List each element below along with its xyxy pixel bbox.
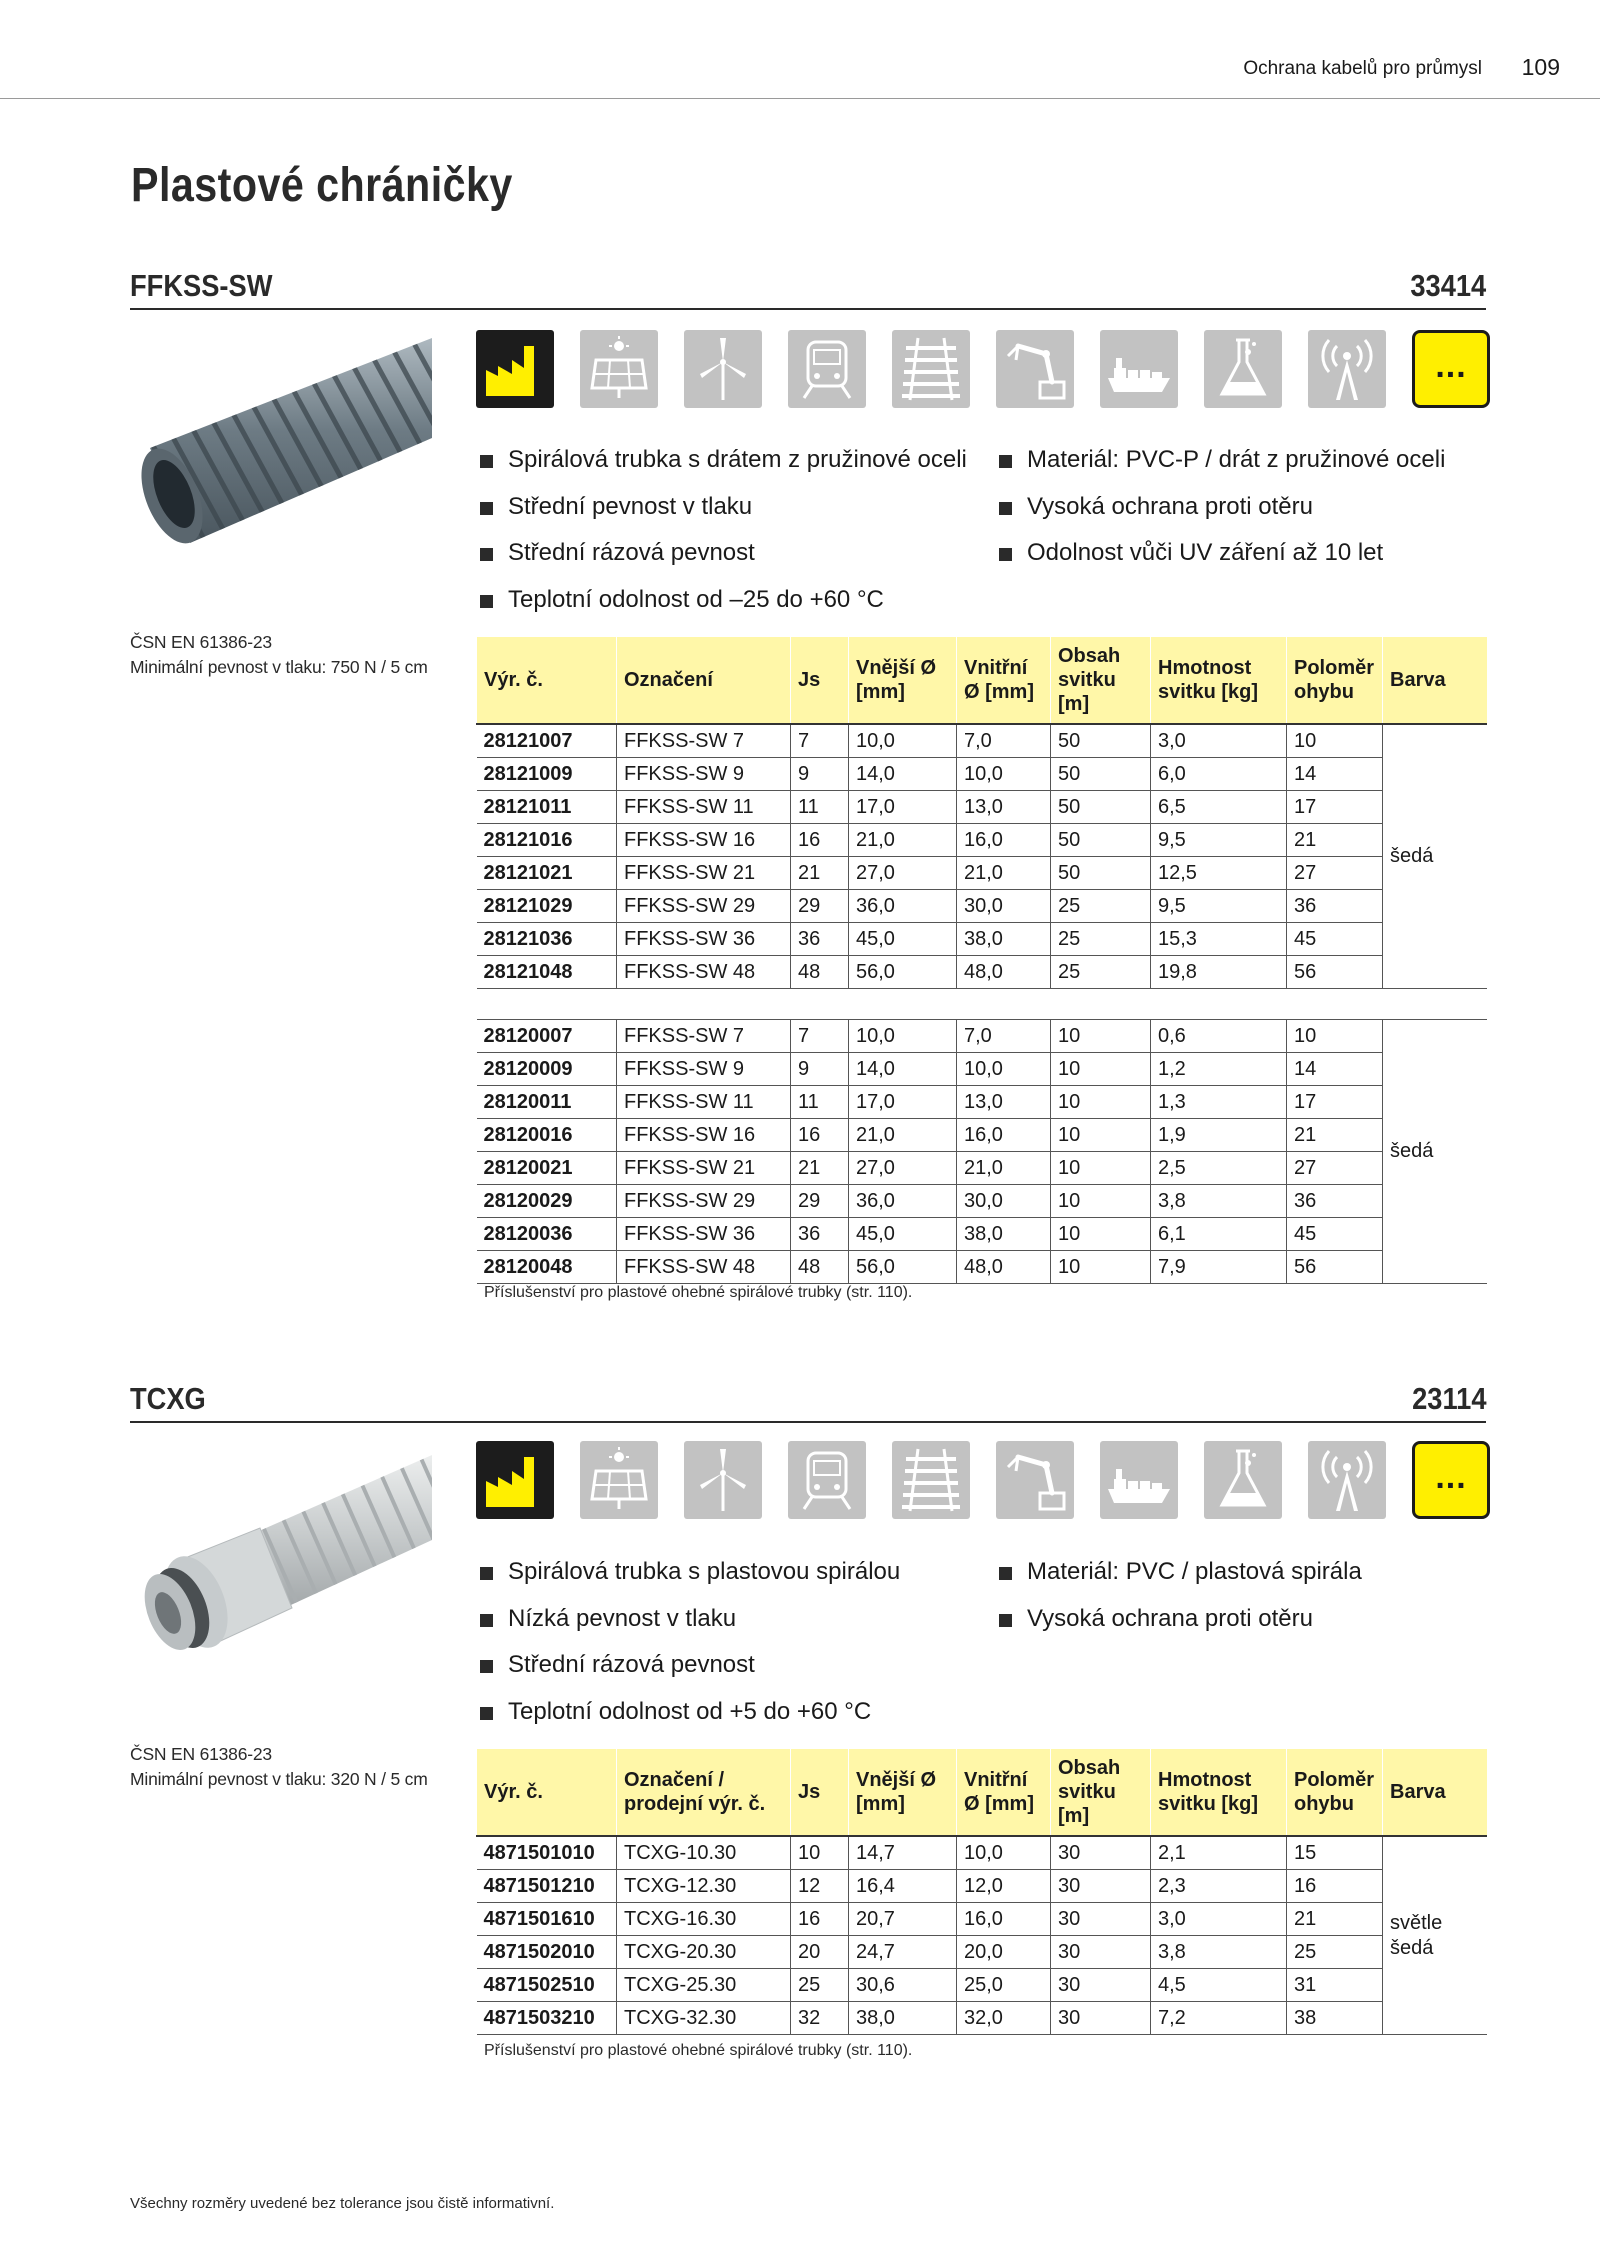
- table-cell: FFKSS-SW 11: [617, 1086, 791, 1119]
- table-row: [477, 1836, 1487, 1870]
- table-cell: 9,5: [1151, 890, 1287, 923]
- page-title: Plastové chráničky: [131, 159, 513, 212]
- column-header: Výr. č.: [477, 1749, 617, 1836]
- column-header: Vnitřní Ø [mm]: [957, 1749, 1051, 1836]
- table-cell: 36,0: [849, 890, 957, 923]
- article-number-cell: 4871503210: [477, 2002, 617, 2035]
- table-cell: FFKSS-SW 21: [617, 1152, 791, 1185]
- article-number-cell: 28120048: [477, 1251, 617, 1284]
- table-cell: 21: [791, 1152, 849, 1185]
- table-cell: TCXG-32.30: [617, 2002, 791, 2035]
- table-cell: 6,0: [1151, 758, 1287, 791]
- chemistry-flask-icon: [1204, 1441, 1282, 1519]
- group-spacer: [477, 989, 1487, 1020]
- feature-column-left: [476, 446, 967, 632]
- table-row: [477, 2002, 1487, 2035]
- table-cell: FFKSS-SW 16: [617, 824, 791, 857]
- table-cell: FFKSS-SW 21: [617, 857, 791, 890]
- feature-column-left: [476, 1558, 900, 1744]
- table-cell: 19,8: [1151, 956, 1287, 989]
- feature-item: Nízká pevnost v tlaku: [476, 1605, 900, 1652]
- color-cell: šedá: [1383, 1020, 1487, 1284]
- table-row: [477, 824, 1487, 857]
- column-header: Vnější Ø [mm]: [849, 637, 957, 724]
- table-cell: 45: [1287, 1218, 1383, 1251]
- table-cell: 48: [791, 956, 849, 989]
- table-cell: 7,9: [1151, 1251, 1287, 1284]
- table-cell: 7,2: [1151, 2002, 1287, 2035]
- section-header-tcxg: [130, 1381, 1486, 1423]
- table-row: [477, 923, 1487, 956]
- table-cell: FFKSS-SW 36: [617, 1218, 791, 1251]
- industry-icons: [476, 330, 1490, 408]
- table-cell: 38,0: [849, 2002, 957, 2035]
- table-cell: 17: [1287, 791, 1383, 824]
- more-label: ...: [1435, 347, 1467, 385]
- accessories-note: Příslušenství pro plastové ohebné spirálové trubky (str. 110).: [484, 1284, 913, 1301]
- table-cell: 48: [791, 1251, 849, 1284]
- section-code: 33414: [1410, 268, 1486, 303]
- table-cell: 0,6: [1151, 1020, 1287, 1053]
- table-cell: TCXG-12.30: [617, 1870, 791, 1903]
- article-number-cell: 28120016: [477, 1119, 617, 1152]
- table-cell: 3,8: [1151, 1936, 1287, 1969]
- factory-icon: [476, 330, 554, 408]
- table-cell: 25: [1287, 1936, 1383, 1969]
- column-header: Výr. č.: [477, 637, 617, 724]
- product-image-tcxg: [130, 1440, 432, 1670]
- ship-icon: [1100, 1441, 1178, 1519]
- table-cell: 10: [1287, 724, 1383, 758]
- column-header: Js: [791, 637, 849, 724]
- table-row: [477, 758, 1487, 791]
- table-cell: 6,1: [1151, 1218, 1287, 1251]
- color-cell: světle šedá: [1383, 1836, 1487, 2035]
- color-cell: šedá: [1383, 724, 1487, 989]
- table-cell: FFKSS-SW 48: [617, 1251, 791, 1284]
- article-number-cell: 28121048: [477, 956, 617, 989]
- table-cell: 30,0: [957, 1185, 1051, 1218]
- norm-pressure: Minimální pevnost v tlaku: 750 N / 5 cm: [130, 657, 428, 677]
- table-cell: 17,0: [849, 1086, 957, 1119]
- table-cell: 20,7: [849, 1903, 957, 1936]
- table-cell: 45,0: [849, 1218, 957, 1251]
- table-cell: FFKSS-SW 7: [617, 724, 791, 758]
- table-cell: 38,0: [957, 923, 1051, 956]
- table-cell: 10,0: [957, 1053, 1051, 1086]
- table-cell: 36: [791, 1218, 849, 1251]
- table-cell: 7,0: [957, 724, 1051, 758]
- wind-turbine-icon: [684, 330, 762, 408]
- article-number-cell: 28121009: [477, 758, 617, 791]
- table-cell: 30: [1051, 1870, 1151, 1903]
- table-cell: 25: [791, 1969, 849, 2002]
- robot-arm-icon: [996, 330, 1074, 408]
- train-icon: [788, 1441, 866, 1519]
- table-cell: FFKSS-SW 48: [617, 956, 791, 989]
- table-cell: 27: [1287, 1152, 1383, 1185]
- feature-item: Vysoká ochrana proti otěru: [995, 493, 1445, 540]
- table-cell: 36,0: [849, 1185, 957, 1218]
- article-number-cell: 4871502510: [477, 1969, 617, 2002]
- table-cell: 27: [1287, 857, 1383, 890]
- table-cell: 9: [791, 758, 849, 791]
- table-cell: 56: [1287, 1251, 1383, 1284]
- table-cell: 30,0: [957, 890, 1051, 923]
- article-number-cell: 28121011: [477, 791, 617, 824]
- article-number-cell: 4871501010: [477, 1836, 617, 1870]
- factory-icon: [476, 1441, 554, 1519]
- table-row: [477, 1119, 1487, 1152]
- table-cell: 29: [791, 890, 849, 923]
- article-number-cell: 4871502010: [477, 1936, 617, 1969]
- more-label: ...: [1435, 1458, 1467, 1496]
- table-cell: 10,0: [957, 1836, 1051, 1870]
- table-cell: 15,3: [1151, 923, 1287, 956]
- table-cell: 56: [1287, 956, 1383, 989]
- product-image-ffkss-sw: [130, 328, 432, 558]
- article-number-cell: 28120011: [477, 1086, 617, 1119]
- table-cell: 45: [1287, 923, 1383, 956]
- column-header: Vnější Ø [mm]: [849, 1749, 957, 1836]
- table-row: [477, 791, 1487, 824]
- antenna-tower-icon: [1308, 1441, 1386, 1519]
- table-cell: 30: [1051, 1969, 1151, 2002]
- table-cell: 20: [791, 1936, 849, 1969]
- railway-track-icon: [892, 330, 970, 408]
- chemistry-flask-icon: [1204, 330, 1282, 408]
- table-cell: 4,5: [1151, 1969, 1287, 2002]
- feature-item: Spirálová trubka s drátem z pružinové oceli: [476, 446, 967, 493]
- section-name: FFKSS-SW: [130, 268, 273, 303]
- table-cell: 16: [791, 824, 849, 857]
- table-row: [477, 1903, 1487, 1936]
- table-row: [477, 1218, 1487, 1251]
- column-header: Js: [791, 1749, 849, 1836]
- column-header: Označení / prodejní výr. č.: [617, 1749, 791, 1836]
- table-cell: 20,0: [957, 1936, 1051, 1969]
- table-cell: 48,0: [957, 1251, 1051, 1284]
- table-cell: 56,0: [849, 956, 957, 989]
- wind-turbine-icon: [684, 1441, 762, 1519]
- column-header: Hmotnost svitku [kg]: [1151, 637, 1287, 724]
- table-cell: 50: [1051, 724, 1151, 758]
- table-cell: 27,0: [849, 1152, 957, 1185]
- feature-item: Odolnost vůči UV záření až 10 let: [995, 539, 1445, 586]
- table-cell: 10: [1051, 1053, 1151, 1086]
- norm-pressure: Minimální pevnost v tlaku: 320 N / 5 cm: [130, 1769, 428, 1789]
- section-header-ffkss-sw: [130, 268, 1486, 310]
- table-cell: 30: [1051, 2002, 1151, 2035]
- table-cell: 2,1: [1151, 1836, 1287, 1870]
- table-row: [477, 857, 1487, 890]
- table-cell: 10,0: [957, 758, 1051, 791]
- table-cell: 7: [791, 1020, 849, 1053]
- table-cell: 30,6: [849, 1969, 957, 2002]
- table-cell: 24,7: [849, 1936, 957, 1969]
- table-cell: 48,0: [957, 956, 1051, 989]
- article-number-cell: 28120021: [477, 1152, 617, 1185]
- table-cell: 30: [1051, 1903, 1151, 1936]
- column-header: Poloměr ohybu: [1287, 637, 1383, 724]
- feature-column-right: [995, 1558, 1362, 1651]
- table-cell: 10: [1051, 1152, 1151, 1185]
- table-row: [477, 1936, 1487, 1969]
- table-cell: TCXG-25.30: [617, 1969, 791, 2002]
- table-cell: 16: [791, 1119, 849, 1152]
- table-cell: FFKSS-SW 11: [617, 791, 791, 824]
- article-number-cell: 28121029: [477, 890, 617, 923]
- more-icon: [1412, 1441, 1490, 1519]
- feature-item: Spirálová trubka s plastovou spirálou: [476, 1558, 900, 1605]
- table-cell: FFKSS-SW 29: [617, 1185, 791, 1218]
- industry-icons: [476, 1441, 1490, 1519]
- table-cell: 10: [1051, 1218, 1151, 1251]
- table-row: [477, 1185, 1487, 1218]
- column-header: Poloměr ohybu: [1287, 1749, 1383, 1836]
- table-cell: 21,0: [849, 824, 957, 857]
- table-cell: 25: [1051, 956, 1151, 989]
- table-cell: 36: [791, 923, 849, 956]
- column-header: Obsah svitku [m]: [1051, 1749, 1151, 1836]
- table-row: [477, 1251, 1487, 1284]
- table-cell: 10: [1051, 1020, 1151, 1053]
- table-cell: 10,0: [849, 724, 957, 758]
- antenna-tower-icon: [1308, 330, 1386, 408]
- article-number-cell: 28121021: [477, 857, 617, 890]
- table-cell: 31: [1287, 1969, 1383, 2002]
- table-cell: 13,0: [957, 1086, 1051, 1119]
- column-header: Barva: [1383, 637, 1487, 724]
- table-cell: 10: [791, 1836, 849, 1870]
- table-cell: 11: [791, 1086, 849, 1119]
- table-cell: 25: [1051, 923, 1151, 956]
- table-cell: FFKSS-SW 7: [617, 1020, 791, 1053]
- table-cell: TCXG-10.30: [617, 1836, 791, 1870]
- accessories-note: Příslušenství pro plastové ohebné spirálové trubky (str. 110).: [484, 2042, 913, 2059]
- column-header: Vnitřní Ø [mm]: [957, 637, 1051, 724]
- table-cell: TCXG-20.30: [617, 1936, 791, 1969]
- table-cell: 10: [1287, 1020, 1383, 1053]
- table-cell: 21,0: [957, 857, 1051, 890]
- solar-panel-icon: [580, 330, 658, 408]
- ship-icon: [1100, 330, 1178, 408]
- article-number-cell: 28121036: [477, 923, 617, 956]
- table-header-row: [477, 637, 1487, 724]
- table-cell: 21,0: [957, 1152, 1051, 1185]
- table-cell: 14,7: [849, 1836, 957, 1870]
- more-icon: [1412, 330, 1490, 408]
- table-cell: 21: [1287, 1903, 1383, 1936]
- table-cell: 13,0: [957, 791, 1051, 824]
- robot-arm-icon: [996, 1441, 1074, 1519]
- header-title: Ochrana kabelů pro průmysl: [1243, 58, 1482, 79]
- table-cell: 30: [1051, 1936, 1151, 1969]
- table-cell: 30: [1051, 1836, 1151, 1870]
- table-cell: 3,0: [1151, 724, 1287, 758]
- table-cell: 21: [1287, 824, 1383, 857]
- table-row: [477, 1152, 1487, 1185]
- table-row: [477, 1086, 1487, 1119]
- table-cell: 16: [1287, 1870, 1383, 1903]
- feature-item: Teplotní odolnost od –25 do +60 °C: [476, 586, 967, 633]
- solar-panel-icon: [580, 1441, 658, 1519]
- table-cell: 9: [791, 1053, 849, 1086]
- article-number-cell: 28121007: [477, 724, 617, 758]
- table-cell: 16,0: [957, 1119, 1051, 1152]
- section-code: 23114: [1411, 1381, 1486, 1416]
- table-cell: 32,0: [957, 2002, 1051, 2035]
- table-cell: FFKSS-SW 29: [617, 890, 791, 923]
- table-cell: 6,5: [1151, 791, 1287, 824]
- table-row: [477, 956, 1487, 989]
- table-cell: 21,0: [849, 1119, 957, 1152]
- table-cell: 3,8: [1151, 1185, 1287, 1218]
- column-header: Označení: [617, 637, 791, 724]
- table-header-row: [477, 1749, 1487, 1836]
- article-number-cell: 4871501610: [477, 1903, 617, 1936]
- feature-item: Střední pevnost v tlaku: [476, 493, 967, 540]
- article-number-cell: 28120007: [477, 1020, 617, 1053]
- table-row: [477, 890, 1487, 923]
- footer-disclaimer: Všechny rozměry uvedené bez tolerance jsou čistě informativní.: [130, 2195, 555, 2212]
- table-cell: 16,0: [957, 1903, 1051, 1936]
- article-number-cell: 28120029: [477, 1185, 617, 1218]
- norm-info: [130, 1742, 428, 1792]
- table-cell: 36: [1287, 1185, 1383, 1218]
- table-row: [477, 1969, 1487, 2002]
- table-cell: 14: [1287, 1053, 1383, 1086]
- table-cell: 10: [1051, 1086, 1151, 1119]
- table-cell: 16,4: [849, 1870, 957, 1903]
- feature-item: Materiál: PVC-P / drát z pružinové oceli: [995, 446, 1445, 493]
- table-cell: 27,0: [849, 857, 957, 890]
- table-cell: TCXG-16.30: [617, 1903, 791, 1936]
- feature-item: Teplotní odolnost od +5 do +60 °C: [476, 1698, 900, 1745]
- column-header: Hmotnost svitku [kg]: [1151, 1749, 1287, 1836]
- table-cell: 1,2: [1151, 1053, 1287, 1086]
- table-cell: 16,0: [957, 824, 1051, 857]
- table-cell: 1,9: [1151, 1119, 1287, 1152]
- train-icon: [788, 330, 866, 408]
- table-cell: 14,0: [849, 758, 957, 791]
- header-divider: [0, 98, 1600, 99]
- article-number-cell: 28120009: [477, 1053, 617, 1086]
- table-row: [477, 1020, 1487, 1053]
- table-row: [477, 1053, 1487, 1086]
- spec-table-tcxg: [476, 1749, 1487, 2035]
- table-row: [477, 724, 1487, 758]
- table-cell: 32: [791, 2002, 849, 2035]
- table-cell: 29: [791, 1185, 849, 1218]
- norm-standard: ČSN EN 61386-23: [130, 1744, 272, 1764]
- table-cell: 10: [1051, 1185, 1151, 1218]
- table-cell: FFKSS-SW 16: [617, 1119, 791, 1152]
- feature-item: Materiál: PVC / plastová spirála: [995, 1558, 1362, 1605]
- table-cell: 1,3: [1151, 1086, 1287, 1119]
- table-cell: 17: [1287, 1086, 1383, 1119]
- column-header: Barva: [1383, 1749, 1487, 1836]
- article-number-cell: 28120036: [477, 1218, 617, 1251]
- table-cell: FFKSS-SW 9: [617, 758, 791, 791]
- article-number-cell: 4871501210: [477, 1870, 617, 1903]
- table-cell: 11: [791, 791, 849, 824]
- norm-info: [130, 630, 428, 680]
- table-cell: 15: [1287, 1836, 1383, 1870]
- table-cell: FFKSS-SW 9: [617, 1053, 791, 1086]
- table-cell: 12,0: [957, 1870, 1051, 1903]
- table-cell: 10,0: [849, 1020, 957, 1053]
- table-cell: 2,3: [1151, 1870, 1287, 1903]
- table-cell: FFKSS-SW 36: [617, 923, 791, 956]
- spec-table-ffkss-sw: [476, 637, 1487, 1284]
- table-cell: 38,0: [957, 1218, 1051, 1251]
- table-cell: 14,0: [849, 1053, 957, 1086]
- table-cell: 3,0: [1151, 1903, 1287, 1936]
- railway-track-icon: [892, 1441, 970, 1519]
- table-cell: 25,0: [957, 1969, 1051, 2002]
- feature-item: Střední rázová pevnost: [476, 539, 967, 586]
- table-cell: 50: [1051, 791, 1151, 824]
- table-cell: 2,5: [1151, 1152, 1287, 1185]
- table-cell: 12: [791, 1870, 849, 1903]
- table-cell: 14: [1287, 758, 1383, 791]
- table-cell: 21: [1287, 1119, 1383, 1152]
- table-cell: 7: [791, 724, 849, 758]
- table-cell: 38: [1287, 2002, 1383, 2035]
- feature-column-right: [995, 446, 1445, 586]
- table-cell: 50: [1051, 758, 1151, 791]
- table-cell: 9,5: [1151, 824, 1287, 857]
- table-cell: 45,0: [849, 923, 957, 956]
- table-cell: 7,0: [957, 1020, 1051, 1053]
- table-cell: 36: [1287, 890, 1383, 923]
- table-cell: 12,5: [1151, 857, 1287, 890]
- feature-item: Vysoká ochrana proti otěru: [995, 1605, 1362, 1652]
- section-name: TCXG: [130, 1381, 206, 1416]
- norm-standard: ČSN EN 61386-23: [130, 632, 272, 652]
- table-cell: 21: [791, 857, 849, 890]
- table-cell: 50: [1051, 857, 1151, 890]
- feature-item: Střední rázová pevnost: [476, 1651, 900, 1698]
- table-row: [477, 1870, 1487, 1903]
- table-cell: 56,0: [849, 1251, 957, 1284]
- page-number: 109: [1521, 54, 1560, 80]
- table-cell: 17,0: [849, 791, 957, 824]
- column-header: Obsah svitku [m]: [1051, 637, 1151, 724]
- article-number-cell: 28121016: [477, 824, 617, 857]
- table-cell: 50: [1051, 824, 1151, 857]
- table-cell: 10: [1051, 1119, 1151, 1152]
- table-cell: 25: [1051, 890, 1151, 923]
- table-cell: 10: [1051, 1251, 1151, 1284]
- table-cell: 16: [791, 1903, 849, 1936]
